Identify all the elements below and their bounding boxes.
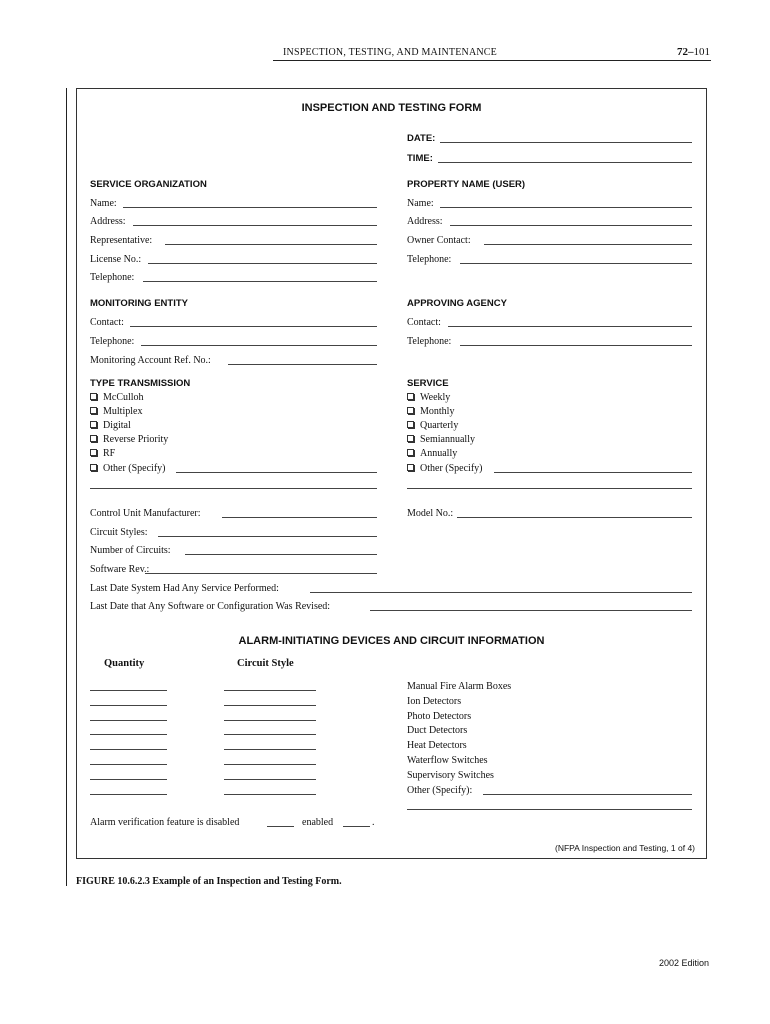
service-org-address-field[interactable]	[133, 225, 377, 226]
approving-contact-label: Contact:	[407, 317, 441, 328]
approving-telephone-field[interactable]	[460, 345, 692, 346]
owner-contact-field[interactable]	[484, 244, 692, 245]
num-circuits-field[interactable]	[185, 554, 377, 555]
monitoring-contact-field[interactable]	[130, 326, 377, 327]
checkbox-icon[interactable]	[90, 393, 97, 400]
circuit-style-field[interactable]	[224, 794, 316, 795]
property-telephone-label: Telephone:	[407, 254, 452, 265]
device-label: Manual Fire Alarm Boxes	[407, 681, 512, 692]
circuit-style-field[interactable]	[224, 720, 316, 721]
model-field[interactable]	[457, 517, 692, 518]
quantity-field[interactable]	[90, 794, 167, 795]
alarm-section-title: ALARM-INITIATING DEVICES AND CIRCUIT INFORMATION	[238, 635, 545, 647]
service-org-name-label: Name:	[90, 198, 117, 209]
transmission-title: TYPE TRANSMISSION	[90, 378, 191, 389]
device-label: Heat Detectors	[407, 740, 467, 751]
service-option-other[interactable]: Other (Specify)	[407, 463, 482, 474]
monitoring-contact-label: Contact:	[90, 317, 124, 328]
circuit-styles-field[interactable]	[158, 536, 377, 537]
form-title: INSPECTION AND TESTING FORM	[301, 102, 482, 114]
property-telephone-field[interactable]	[460, 263, 692, 264]
circuit-style-field[interactable]	[224, 734, 316, 735]
service-option[interactable]: Annually	[407, 448, 457, 459]
time-field[interactable]	[438, 162, 692, 163]
manufacturer-field[interactable]	[222, 517, 377, 518]
time-label: TIME:	[407, 153, 433, 164]
header-rule	[273, 60, 711, 61]
quantity-field[interactable]	[90, 764, 167, 765]
transmission-option[interactable]: Digital	[90, 420, 131, 431]
form-credit: (NFPA Inspection and Testing, 1 of 4)	[554, 843, 695, 853]
quantity-field[interactable]	[90, 779, 167, 780]
device-label-other: Other (Specify):	[407, 785, 473, 796]
device-label: Ion Detectors	[407, 696, 462, 707]
device-other-field-2[interactable]	[407, 809, 692, 810]
transmission-option[interactable]: McCulloh	[90, 392, 144, 403]
quantity-field[interactable]	[90, 749, 167, 750]
checkbox-icon[interactable]	[407, 464, 414, 471]
transmission-option[interactable]: RF	[90, 448, 115, 459]
approving-contact-field[interactable]	[448, 326, 692, 327]
num-circuits-label: Number of Circuits:	[90, 545, 171, 556]
verification-label: Alarm verification feature is disabled	[90, 817, 240, 828]
figure-caption: FIGURE 10.6.2.3 Example of an Inspection and Testing Form.	[76, 876, 342, 887]
verification-enabled-field[interactable]	[343, 826, 370, 827]
property-name-label: Name:	[407, 198, 434, 209]
margin-rule	[66, 88, 67, 886]
circuit-style-field[interactable]	[224, 779, 316, 780]
checkbox-icon[interactable]	[407, 421, 414, 428]
running-title: INSPECTION, TESTING, AND MAINTENANCE	[283, 47, 497, 58]
enabled-label: enabled	[302, 817, 334, 828]
last-service-label: Last Date System Had Any Service Performed:	[90, 583, 279, 594]
device-label: Photo Detectors	[407, 711, 472, 722]
device-label: Duct Detectors	[407, 725, 468, 736]
checkbox-icon[interactable]	[90, 407, 97, 414]
page-prefix: 72–	[677, 46, 694, 58]
quantity-field[interactable]	[90, 705, 167, 706]
transmission-option[interactable]: Multiplex	[90, 406, 142, 417]
service-other-field[interactable]	[494, 472, 692, 473]
account-label: Monitoring Account Ref. No.:	[90, 355, 211, 366]
quantity-header: Quantity	[104, 658, 145, 669]
circuit-style-field[interactable]	[224, 749, 316, 750]
service-other-field-2[interactable]	[407, 488, 692, 489]
quantity-field[interactable]	[90, 720, 167, 721]
checkbox-icon[interactable]	[407, 435, 414, 442]
last-revised-label: Last Date that Any Software or Configuration Was Revised:	[90, 601, 331, 612]
property-address-field[interactable]	[450, 225, 692, 226]
software-rev-field[interactable]	[145, 573, 377, 574]
checkbox-icon[interactable]	[90, 464, 97, 471]
approving-telephone-label: Telephone:	[407, 336, 452, 347]
transmission-option-other[interactable]: Other (Specify)	[90, 463, 165, 474]
owner-contact-label: Owner Contact:	[407, 235, 471, 246]
transmission-option[interactable]: Reverse Priority	[90, 434, 168, 445]
representative-label: Representative:	[90, 235, 153, 246]
service-org-address-label: Address:	[90, 216, 126, 227]
checkbox-icon[interactable]	[407, 449, 414, 456]
service-title: SERVICE	[407, 378, 449, 389]
circuit-style-header: Circuit Style	[237, 658, 294, 669]
service-option[interactable]: Quarterly	[407, 420, 458, 431]
property-name-field[interactable]	[440, 207, 692, 208]
representative-field[interactable]	[165, 244, 377, 245]
model-label: Model No.:	[407, 508, 454, 519]
last-revised-field[interactable]	[370, 610, 692, 611]
service-org-title: SERVICE ORGANIZATION	[90, 179, 207, 190]
circuit-style-field[interactable]	[224, 764, 316, 765]
edition-label: 2002 Edition	[658, 958, 709, 968]
service-org-telephone-label: Telephone:	[90, 272, 135, 283]
license-field[interactable]	[148, 263, 377, 264]
service-org-telephone-field[interactable]	[143, 281, 377, 282]
device-label: Supervisory Switches	[407, 770, 494, 781]
service-option[interactable]: Monthly	[407, 406, 454, 417]
transmission-other-field-2[interactable]	[90, 488, 377, 489]
service-org-name-field[interactable]	[123, 207, 377, 208]
page-number	[677, 46, 710, 58]
last-service-field[interactable]	[310, 592, 692, 593]
checkbox-icon[interactable]	[90, 435, 97, 442]
circuit-style-field[interactable]	[224, 705, 316, 706]
checkbox-icon[interactable]	[90, 421, 97, 428]
manufacturer-label: Control Unit Manufacturer:	[90, 508, 201, 519]
approving-title: APPROVING AGENCY	[407, 298, 507, 309]
checkbox-icon[interactable]	[90, 449, 97, 456]
monitoring-telephone-label: Telephone:	[90, 336, 135, 347]
account-field[interactable]	[228, 364, 377, 365]
form-frame	[76, 88, 707, 859]
period-mark: .	[372, 817, 375, 828]
date-label: DATE:	[407, 133, 436, 144]
quantity-field[interactable]	[90, 690, 167, 691]
license-label: License No.:	[90, 254, 142, 265]
monitoring-telephone-field[interactable]	[141, 345, 377, 346]
property-title: PROPERTY NAME (USER)	[407, 179, 526, 190]
checkbox-icon[interactable]	[407, 407, 414, 414]
quantity-field[interactable]	[90, 734, 167, 735]
property-address-label: Address:	[407, 216, 443, 227]
device-label: Waterflow Switches	[407, 755, 488, 766]
monitoring-title: MONITORING ENTITY	[90, 298, 188, 309]
circuit-style-field[interactable]	[224, 690, 316, 691]
circuit-styles-label: Circuit Styles:	[90, 527, 148, 538]
device-other-field[interactable]	[483, 794, 692, 795]
transmission-other-field[interactable]	[176, 472, 377, 473]
service-option[interactable]: Semiannually	[407, 434, 475, 445]
service-option[interactable]: Weekly	[407, 392, 450, 403]
date-field[interactable]	[440, 142, 692, 143]
checkbox-icon[interactable]	[407, 393, 414, 400]
software-rev-label: Software Rev.:	[90, 564, 150, 575]
page-suffix: 101	[693, 46, 710, 58]
verification-disabled-field[interactable]	[267, 826, 294, 827]
